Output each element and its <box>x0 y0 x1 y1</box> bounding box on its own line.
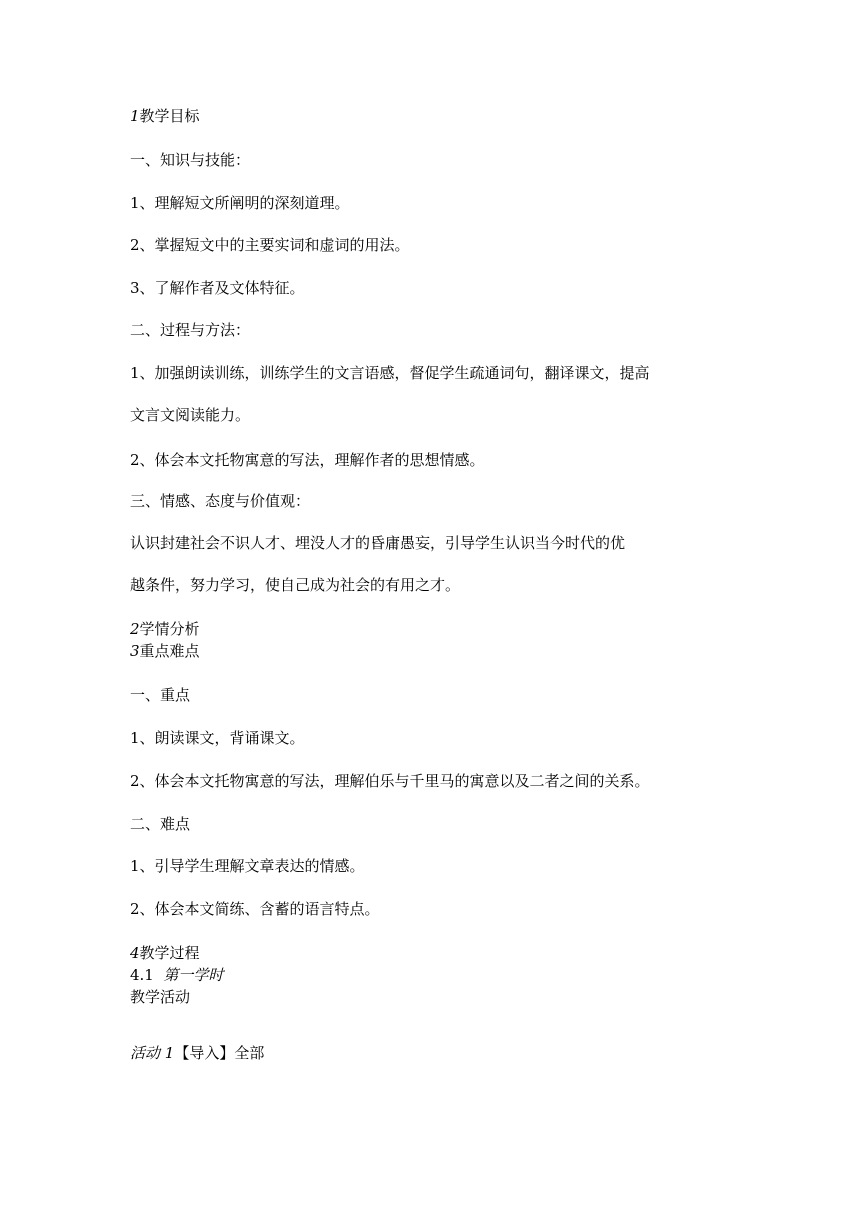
subheading-attitude: 三、情感、态度与价值观： <box>130 492 311 510</box>
section-heading-analysis <box>130 620 200 638</box>
list-item: 2、体会本文托物寓意的写法，理解伯乐与千里马的寓意以及二者之间的关系。 <box>130 772 650 790</box>
list-item: 1、引导学生理解文章表达的情感。 <box>130 857 365 875</box>
activity-title: 【导入】全部 <box>174 1044 265 1062</box>
list-item: 1、加强朗读训练，训练学生的文言语感，督促学生疏通词句，翻译课文，提高 <box>130 364 650 382</box>
list-item: 3、了解作者及文体特征。 <box>130 279 305 297</box>
subheading-process: 二、过程与方法： <box>130 321 251 339</box>
section-title: 教学目标 <box>139 107 200 125</box>
list-item-continuation: 文言文阅读能力。 <box>130 406 251 424</box>
subheading-knowledge: 一、知识与技能： <box>130 151 251 169</box>
paragraph: 越条件，努力学习，使自己成为社会的有用之才。 <box>130 576 461 594</box>
list-item: 2、体会本文简练、含蓄的语言特点。 <box>130 900 380 918</box>
paragraph: 认识封建社会不识人才、埋没人才的昏庸愚妄，引导学生认识当今时代的优 <box>130 534 626 552</box>
activity-number: 活动 1 <box>130 1044 175 1062</box>
subheading-key: 一、重点 <box>130 686 191 704</box>
section-title: 教学过程 <box>139 944 200 962</box>
section-number: 4 <box>130 944 140 962</box>
list-item: 1、理解短文所阐明的深刻道理。 <box>130 194 350 212</box>
activity-heading <box>130 1044 264 1062</box>
subsection-heading <box>130 966 223 984</box>
list-item: 2、掌握短文中的主要实词和虚词的用法。 <box>130 236 410 254</box>
section-number: 3 <box>130 642 140 660</box>
list-item: 2、体会本文托物寓意的写法，理解作者的思想情感。 <box>130 451 485 469</box>
subsection-title: 第一学时 <box>163 966 224 984</box>
section-heading-process <box>130 944 200 962</box>
activities-label: 教学活动 <box>130 988 191 1006</box>
section-number: 1 <box>130 107 140 125</box>
section-number: 2 <box>130 620 140 638</box>
section-title: 学情分析 <box>139 620 200 638</box>
section-title: 重点难点 <box>139 642 200 660</box>
section-heading-goals <box>130 107 200 125</box>
list-item: 1、朗读课文，背诵课文。 <box>130 729 305 747</box>
section-heading-keypoints <box>130 642 200 660</box>
subsection-number: 4.1 <box>130 966 154 984</box>
subheading-difficult: 二、难点 <box>130 815 191 833</box>
